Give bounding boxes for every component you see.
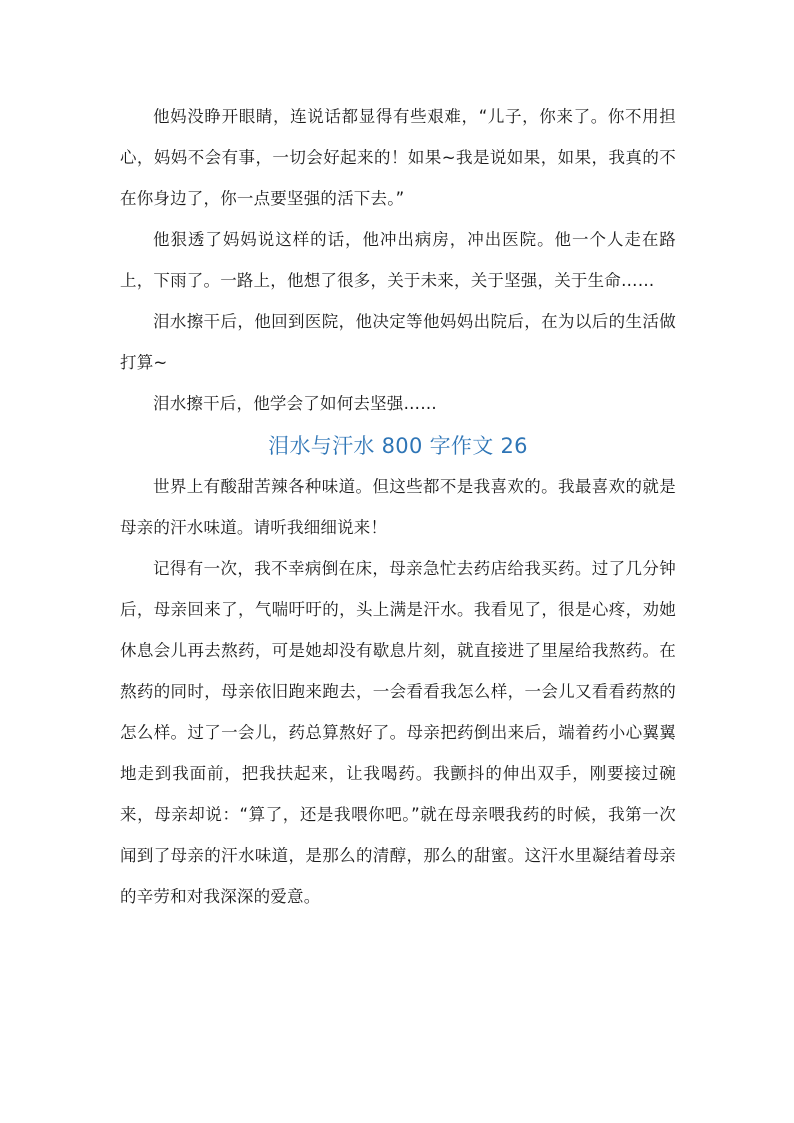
paragraph-learns-strength: 泪水擦干后，他学会了如何去坚强…… bbox=[153, 394, 437, 413]
paragraph-runs-out: 他狠透了妈妈说这样的话，他冲出病房，冲出医院。他一个人走在路上，下雨了。一路上，他想了很多，关于未来，关于坚强，关于生命…… bbox=[120, 230, 676, 290]
paragraph-returns-hospital: 泪水擦干后，他回到医院，他决定等他妈妈出院后，在为以后的生活做打算~ bbox=[120, 312, 676, 372]
document-page bbox=[120, 96, 676, 917]
section-title: 泪水与汗水 800 字作文 26 bbox=[268, 434, 528, 458]
paragraph-mother-medicine: 记得有一次，我不幸病倒在床，母亲急忙去药店给我买药。过了几分钟后，母亲回来了，气喘吁吁的，头上满是汗水。我看见了，很是心疼，劝她休息会儿再去熬药，可是她却没有歇息片刻，就直接进了里屋给我熬药。在熬药的同时，母亲依旧跑来跑去，一会看看我怎么样，一会儿又看看药熬的怎么样。过了一会儿，药总算熬好了。母亲把药倒出来后，端着药小心翼翼地走到我面前，把我扶起来，让我喝药。我颤抖的伸出双手，刚要接过碗来，母亲却说：“算了，还是我喂你吧。”就在母亲喂我药的时候，我第一次闻到了母亲的汗水味道，是那么的清醇，那么的甜蜜。这汗水里凝结着母亲的辛劳和对我深深的爱意。 bbox=[120, 559, 676, 906]
paragraph-favorite-taste: 世界上有酸甜苦辣各种味道。但这些都不是我喜欢的。我最喜欢的就是母亲的汗水味道。请听我细细说来！ bbox=[120, 477, 676, 537]
paragraph-mother-speaks: 他妈没睁开眼睛，连说话都显得有些艰难，“儿子，你来了。你不用担心，妈妈不会有事，一切会好起来的！如果~我是说如果，如果，我真的不在你身边了，你一点要坚强的活下去。” bbox=[120, 107, 676, 208]
